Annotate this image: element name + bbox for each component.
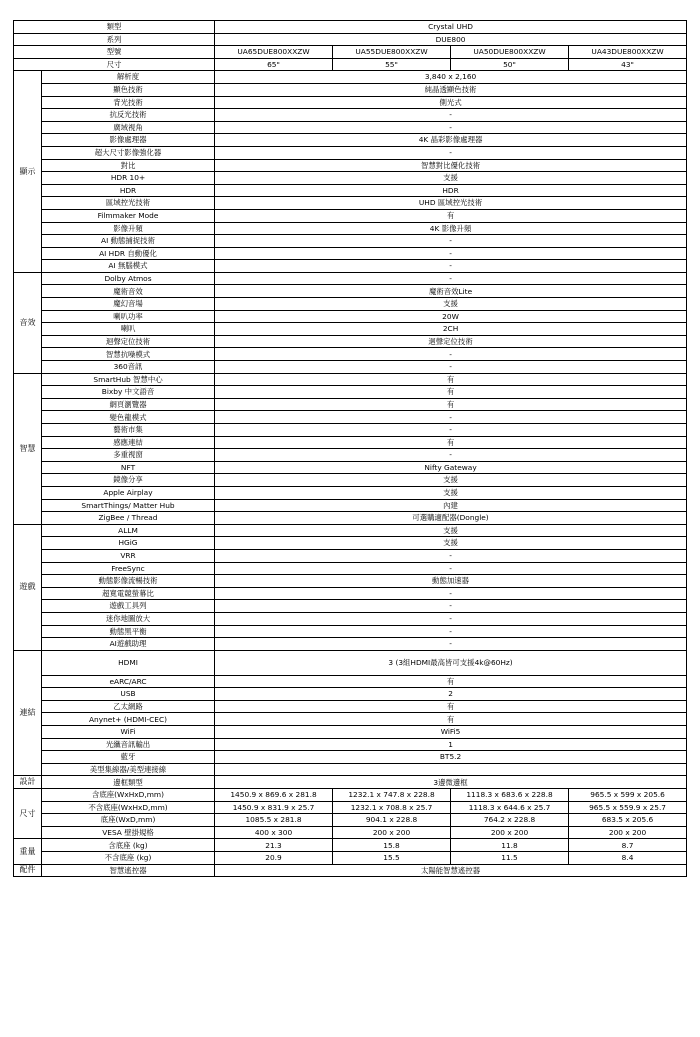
spec-label: 光纖音訊輸出 [42,738,215,751]
spec-label: 藍牙 [42,751,215,764]
spec-value: 有 [215,209,687,222]
spec-label: 背光技術 [42,96,215,109]
spec-value: 8.7 [569,839,687,852]
spec-value: 2CH [215,323,687,336]
spec-label: Apple Airplay [42,486,215,499]
spec-row [14,109,687,122]
spec-value: 側光式 [215,96,687,109]
spec-label: 魔幻音場 [42,298,215,311]
spec-label: AI遊戲助理 [42,638,215,651]
spec-row [14,398,687,411]
spec-value: - [215,361,687,374]
spec-label: 邊框類型 [42,776,215,789]
spec-row [14,159,687,172]
spec-value: - [215,146,687,159]
spec-row [14,650,687,675]
spec-row [14,33,687,46]
spec-row [14,587,687,600]
category-label: 連結 [14,650,42,776]
spec-value: - [215,247,687,260]
spec-label: 廣域視角 [42,121,215,134]
spec-row [14,323,687,336]
spec-value: 3邊微邊框 [215,776,687,789]
spec-value: - [215,625,687,638]
spec-row [14,486,687,499]
spec-label: 迴聲定位技術 [42,335,215,348]
spec-value: - [215,449,687,462]
spec-label: SmartThings/ Matter Hub [42,499,215,512]
spec-row [14,763,687,776]
spec-label: 解析度 [42,71,215,84]
spec-row [14,260,687,273]
category-label: 遊戲 [14,524,42,650]
spec-label: 動態影像流暢技術 [42,575,215,588]
spec-value: Crystal UHD [215,21,687,34]
spec-row [14,814,687,827]
spec-label: 尺寸 [14,58,215,71]
spec-value: 內建 [215,499,687,512]
spec-label: 遊戲工具列 [42,600,215,613]
spec-value: 有 [215,436,687,449]
spec-row [14,864,687,877]
spec-value: WiFi5 [215,726,687,739]
spec-label: HDR [42,184,215,197]
spec-label: 鏡像分享 [42,474,215,487]
spec-value: 有 [215,398,687,411]
spec-label: eARC/ARC [42,675,215,688]
spec-label: 底座(WxD,mm) [42,814,215,827]
model-cell: UA43DUE800XXZW [569,46,687,59]
spec-row [14,852,687,865]
spec-label: HDR 10+ [42,172,215,185]
spec-value: 有 [215,700,687,713]
spec-value: 764.2 x 228.8 [451,814,569,827]
spec-value: 4K 晶彩影像處理器 [215,134,687,147]
spec-label: 動態黑平衡 [42,625,215,638]
spec-row [14,625,687,638]
spec-value [215,763,687,776]
spec-row [14,751,687,764]
spec-value: 支援 [215,537,687,550]
spec-row [14,184,687,197]
spec-value: - [215,411,687,424]
category-label: 設計 [14,776,42,789]
spec-label: 智慧遙控器 [42,864,215,877]
spec-label: 智慧抗噪模式 [42,348,215,361]
spec-label: 對比 [42,159,215,172]
spec-value: - [215,109,687,122]
spec-label: 系列 [14,33,215,46]
spec-label: Bixby 中文語音 [42,386,215,399]
spec-label: 喇叭功率 [42,310,215,323]
spec-value: 1085.5 x 281.8 [215,814,333,827]
spec-row [14,524,687,537]
spec-row [14,461,687,474]
spec-row [14,121,687,134]
spec-value: 904.1 x 228.8 [333,814,451,827]
spec-row [14,638,687,651]
spec-row [14,134,687,147]
spec-value: 15.8 [333,839,451,852]
spec-label: 區域控光技術 [42,197,215,210]
spec-row [14,726,687,739]
spec-value: 1 [215,738,687,751]
spec-value: 683.5 x 205.6 [569,814,687,827]
spec-value: DUE800 [215,33,687,46]
spec-value: 可選購適配器(Dongle) [215,512,687,525]
spec-value: 支援 [215,172,687,185]
spec-value: 動態加速器 [215,575,687,588]
category-label: 音效 [14,272,42,373]
spec-value: 400 x 300 [215,826,333,839]
spec-label: 影像處理器 [42,134,215,147]
spec-label: 抗反光技術 [42,109,215,122]
spec-value: 965.5 x 599 x 205.6 [569,789,687,802]
spec-table [13,20,687,877]
spec-value: 1232.1 x 747.8 x 228.8 [333,789,451,802]
spec-row [14,789,687,802]
spec-label: 含底座 (kg) [42,839,215,852]
spec-value: 4K 影像升頻 [215,222,687,235]
spec-value: - [215,549,687,562]
spec-row [14,537,687,550]
spec-row [14,600,687,613]
spec-value: 迴聲定位技術 [215,335,687,348]
spec-value: 2 [215,688,687,701]
spec-label: 影像升頻 [42,222,215,235]
spec-label: NFT [42,461,215,474]
spec-value: 200 x 200 [333,826,451,839]
spec-value: 21.3 [215,839,333,852]
spec-row [14,612,687,625]
spec-value: 支援 [215,298,687,311]
category-label: 智慧 [14,373,42,524]
spec-row [14,826,687,839]
spec-row [14,386,687,399]
spec-row [14,247,687,260]
spec-row [14,675,687,688]
category-label: 顯示 [14,71,42,273]
spec-value: - [215,260,687,273]
spec-label: SmartHub 智慧中心 [42,373,215,386]
category-label: 尺寸 [14,789,42,839]
spec-value: 1450.9 x 831.9 x 25.7 [215,801,333,814]
spec-row [14,688,687,701]
spec-row [14,801,687,814]
spec-row [14,738,687,751]
spec-value: 15.5 [333,852,451,865]
spec-value: 1232.1 x 708.8 x 25.7 [333,801,451,814]
spec-value: 11.8 [451,839,569,852]
spec-label: 乙太網路 [42,700,215,713]
spec-row [14,146,687,159]
category-label: 配件 [14,864,42,877]
spec-value: - [215,235,687,248]
spec-row [14,96,687,109]
spec-label: 含底座(WxHxD,mm) [42,789,215,802]
spec-value: 1118.3 x 644.6 x 25.7 [451,801,569,814]
spec-row [14,272,687,285]
spec-row [14,310,687,323]
model-cell: UA50DUE800XXZW [451,46,569,59]
spec-row [14,335,687,348]
spec-value: 3,840 x 2,160 [215,71,687,84]
spec-label: 網頁瀏覽器 [42,398,215,411]
spec-row [14,411,687,424]
spec-label: 型號 [14,46,215,59]
spec-label: 感應連結 [42,436,215,449]
size-cell: 55" [333,58,451,71]
spec-label: ZigBee / Thread [42,512,215,525]
spec-row [14,373,687,386]
spec-value: - [215,424,687,437]
spec-value: 支援 [215,474,687,487]
spec-label: 迷你地圖放大 [42,612,215,625]
spec-value: 11.5 [451,852,569,865]
spec-row [14,575,687,588]
spec-row [14,562,687,575]
category-label: 重量 [14,839,42,864]
spec-label: 顯色技術 [42,83,215,96]
spec-value: 有 [215,713,687,726]
spec-table-body [14,21,687,877]
size-row [14,58,687,71]
spec-value: 1450.9 x 869.6 x 281.8 [215,789,333,802]
spec-row [14,499,687,512]
spec-row [14,71,687,84]
spec-value: - [215,121,687,134]
spec-label: 超大尺寸影像強化器 [42,146,215,159]
spec-row [14,512,687,525]
spec-row [14,776,687,789]
model-cell: UA55DUE800XXZW [333,46,451,59]
spec-value: 支援 [215,486,687,499]
spec-row [14,298,687,311]
spec-label: 不含底座(WxHxD,mm) [42,801,215,814]
spec-label: 魔術音效 [42,285,215,298]
spec-row [14,21,687,34]
spec-label: 類型 [14,21,215,34]
model-row [14,46,687,59]
spec-value: - [215,612,687,625]
spec-label: 藝術市集 [42,424,215,437]
spec-value: - [215,600,687,613]
spec-value: 8.4 [569,852,687,865]
spec-label: FreeSync [42,562,215,575]
spec-value: 太陽能智慧遙控器 [215,864,687,877]
spec-row [14,449,687,462]
spec-label: USB [42,688,215,701]
spec-row [14,474,687,487]
spec-row [14,235,687,248]
spec-row [14,424,687,437]
spec-label: VRR [42,549,215,562]
spec-row [14,549,687,562]
spec-label: ALLM [42,524,215,537]
spec-value: 3 (3組HDMI最高皆可支援4k@60Hz) [215,650,687,675]
spec-label: Filmmaker Mode [42,209,215,222]
spec-row [14,222,687,235]
spec-label: 喇叭 [42,323,215,336]
spec-row [14,83,687,96]
spec-label: Anynet+ (HDMI-CEC) [42,713,215,726]
spec-value: - [215,348,687,361]
size-cell: 50" [451,58,569,71]
spec-label: HDMI [42,650,215,675]
spec-value: HDR [215,184,687,197]
spec-value: 智慧對比優化技術 [215,159,687,172]
spec-row [14,172,687,185]
spec-value: 純晶透顯色技術 [215,83,687,96]
spec-row [14,209,687,222]
spec-value: 200 x 200 [569,826,687,839]
spec-value: - [215,638,687,651]
spec-row [14,436,687,449]
model-cell: UA65DUE800XXZW [215,46,333,59]
spec-value: 20.9 [215,852,333,865]
spec-value: 965.5 x 559.9 x 25.7 [569,801,687,814]
spec-row [14,285,687,298]
size-cell: 65" [215,58,333,71]
spec-value: 200 x 200 [451,826,569,839]
spec-label: 美型集線器/美型連接線 [42,763,215,776]
spec-row [14,713,687,726]
spec-value: 有 [215,675,687,688]
spec-label: AI 動態捕捉技術 [42,235,215,248]
spec-value: Nifty Gateway [215,461,687,474]
spec-row [14,700,687,713]
spec-value: 有 [215,386,687,399]
spec-label: HGiG [42,537,215,550]
spec-label: 多重視窗 [42,449,215,462]
spec-value: 20W [215,310,687,323]
spec-label: 超寬電競螢幕比 [42,587,215,600]
spec-label: WiFi [42,726,215,739]
spec-value: 支援 [215,524,687,537]
spec-value: BT5.2 [215,751,687,764]
spec-value: - [215,587,687,600]
spec-label: 不含底座 (kg) [42,852,215,865]
spec-label: 360音訊 [42,361,215,374]
spec-row [14,197,687,210]
spec-label: AI 無腦模式 [42,260,215,273]
spec-row [14,839,687,852]
spec-label: VESA 壁掛規格 [42,826,215,839]
spec-row [14,348,687,361]
spec-value: 魔術音效Lite [215,285,687,298]
size-cell: 43" [569,58,687,71]
spec-label: 變色龍模式 [42,411,215,424]
spec-label: AI HDR 自動優化 [42,247,215,260]
spec-value: UHD 區域控光技術 [215,197,687,210]
spec-row [14,361,687,374]
spec-label: Dolby Atmos [42,272,215,285]
spec-value: 有 [215,373,687,386]
spec-value: - [215,562,687,575]
spec-value: - [215,272,687,285]
spec-value: 1118.3 x 683.6 x 228.8 [451,789,569,802]
